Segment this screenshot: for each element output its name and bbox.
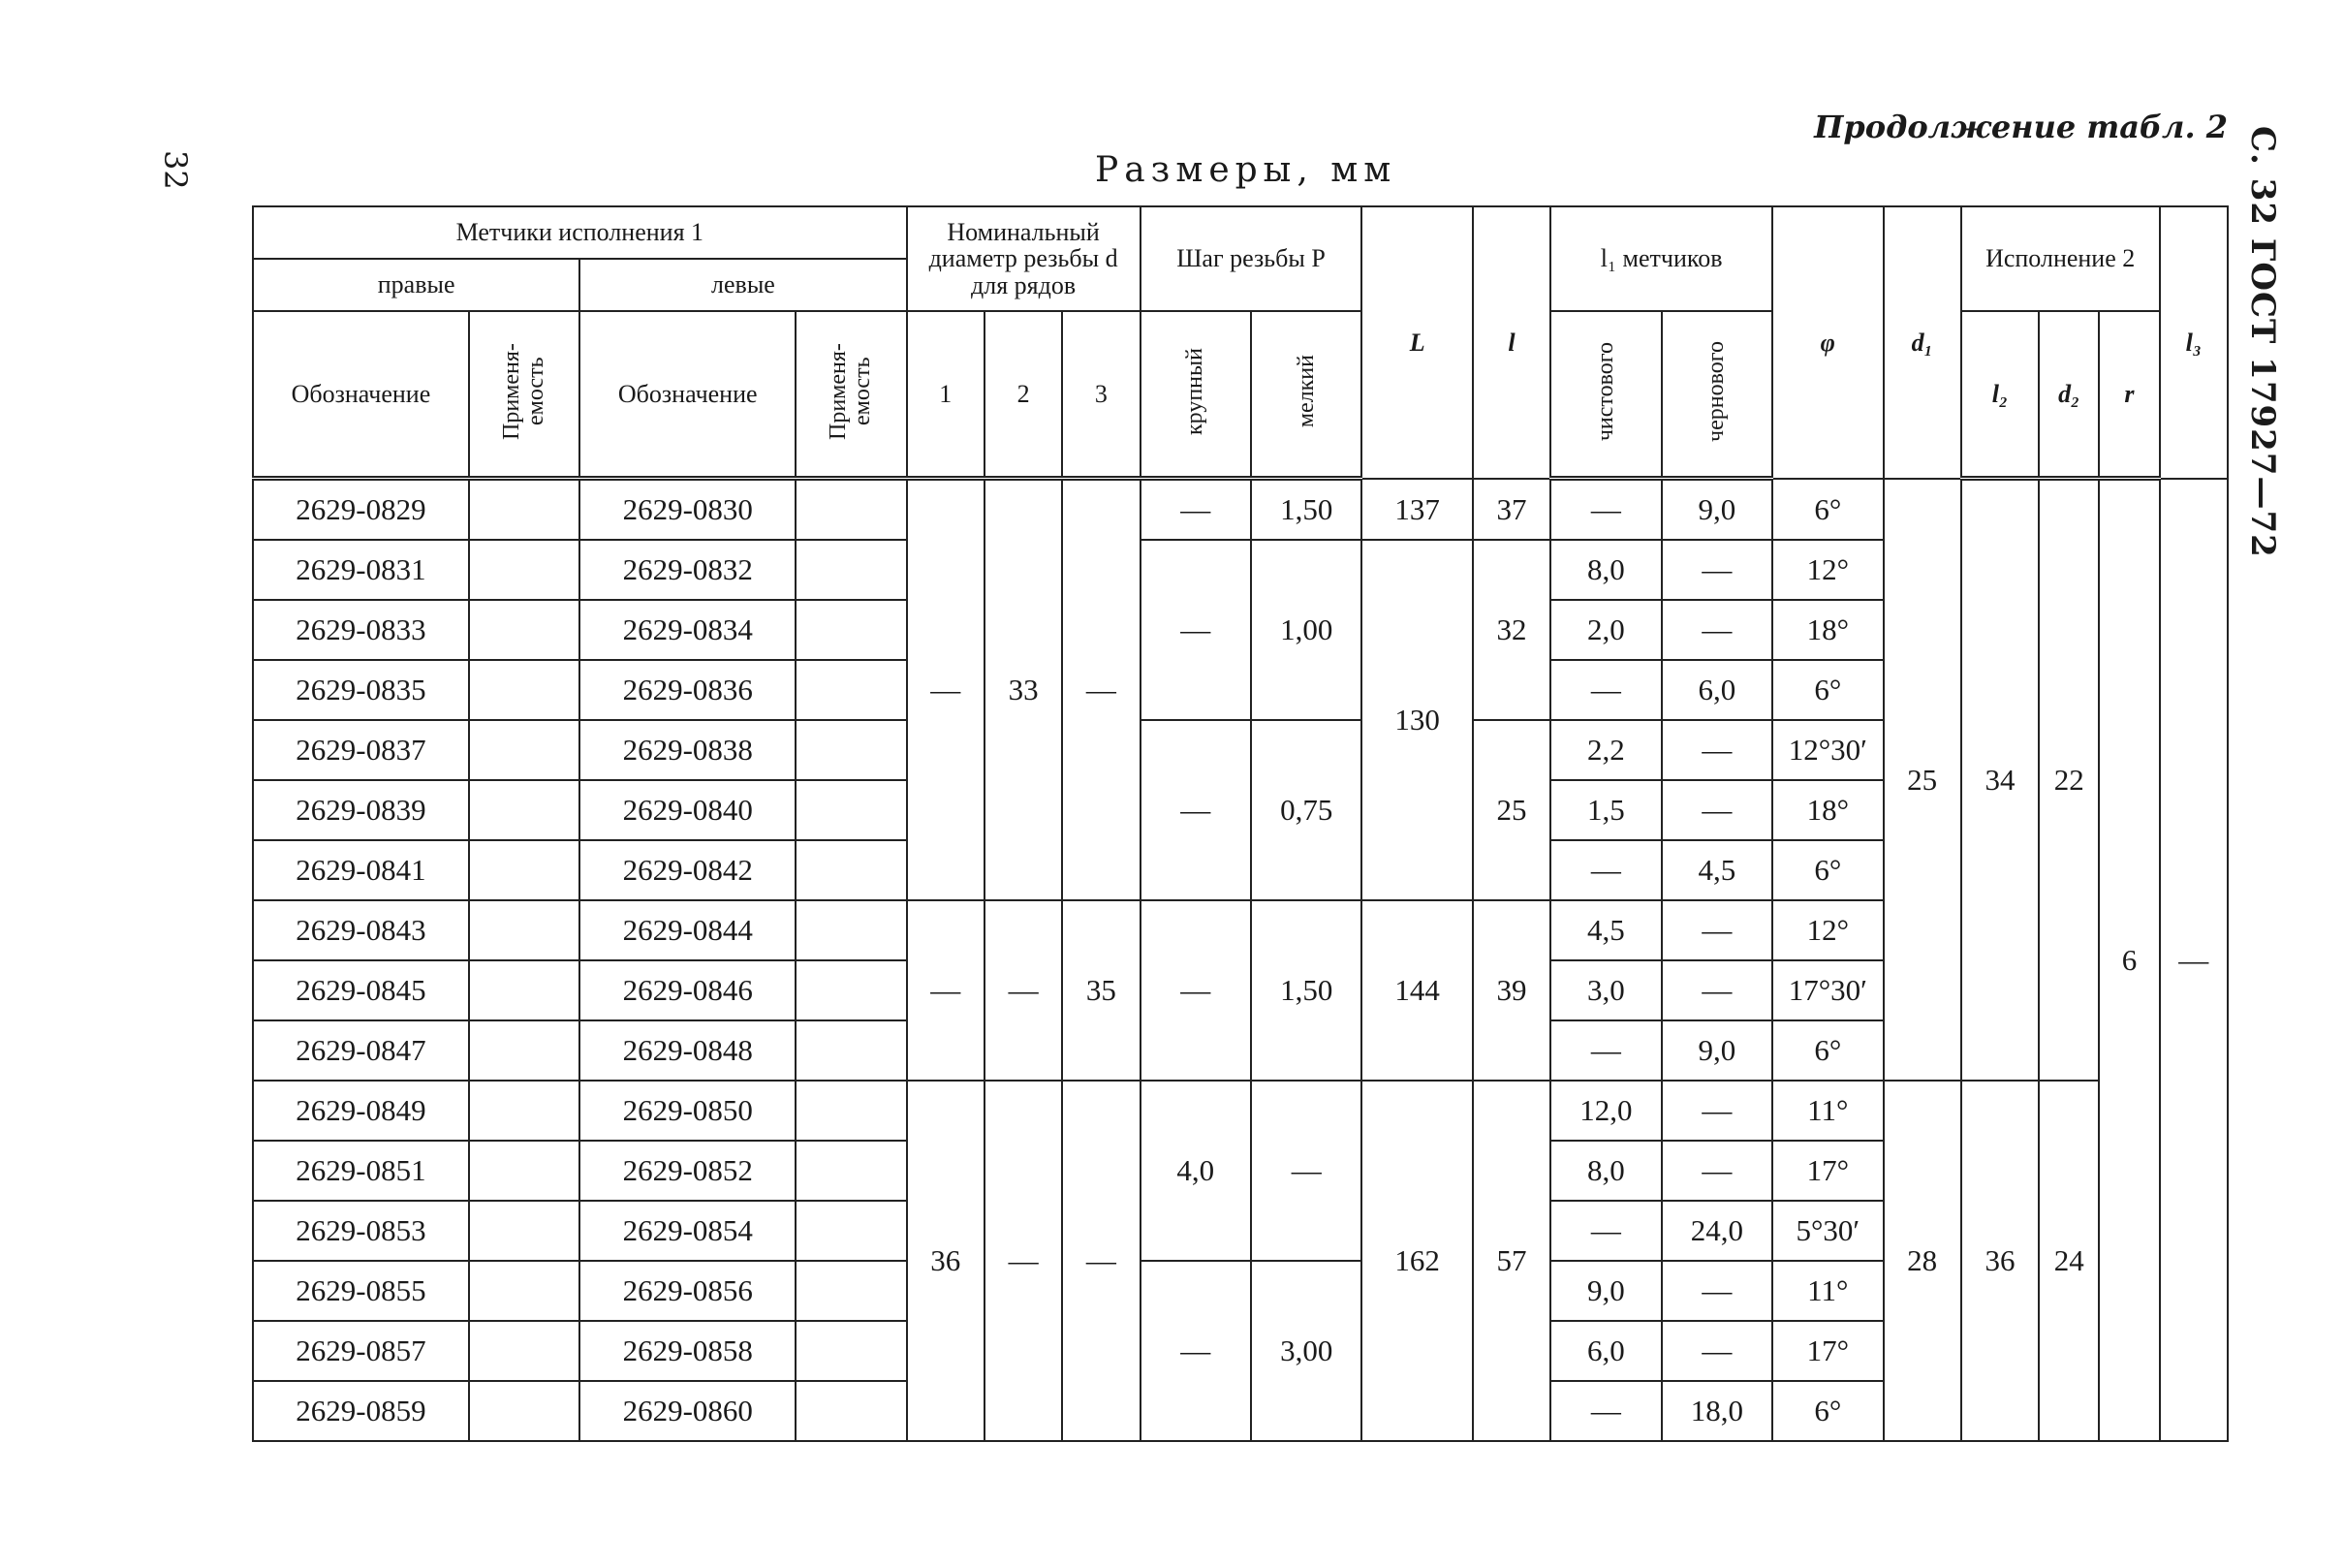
designation-left: 2629-0846 <box>579 960 796 1020</box>
diam-row1-cell: — <box>907 479 984 901</box>
diam-row3-cell: — <box>1062 1081 1140 1441</box>
phi-cell: 17°30′ <box>1772 960 1883 1020</box>
designation-right: 2629-0839 <box>253 780 469 840</box>
phi-cell: 6° <box>1772 1020 1883 1081</box>
l1-finishing-cell: — <box>1550 840 1661 900</box>
l1-roughing-cell: — <box>1662 1261 1772 1321</box>
designation-right: 2629-0849 <box>253 1081 469 1141</box>
l1-finishing-cell: 2,2 <box>1550 720 1661 780</box>
l1-roughing-cell: — <box>1662 1321 1772 1381</box>
l1-finishing-cell: 1,5 <box>1550 780 1661 840</box>
l1-roughing-cell: 24,0 <box>1662 1201 1772 1261</box>
designation-left: 2629-0840 <box>579 780 796 840</box>
l1-finishing-cell: — <box>1550 660 1661 720</box>
applicability-cell <box>469 960 579 1020</box>
l1-roughing-cell: — <box>1662 1141 1772 1201</box>
pitch-fine-cell: 1,50 <box>1251 479 1361 541</box>
l1-roughing-cell: — <box>1662 960 1772 1020</box>
phi-cell: 6° <box>1772 479 1883 541</box>
l1-finishing-cell: 8,0 <box>1550 1141 1661 1201</box>
fine-label: мелкий <box>1293 355 1319 428</box>
diam-row3-cell: 35 <box>1062 900 1140 1081</box>
coarse-label: крупный <box>1182 348 1208 435</box>
applicability-cell <box>796 1381 906 1441</box>
L-cell: 130 <box>1361 540 1472 900</box>
designation-right: 2629-0851 <box>253 1141 469 1201</box>
phi-cell: 12° <box>1772 540 1883 600</box>
header-left: левые <box>579 259 906 311</box>
applicability-cell <box>469 1020 579 1081</box>
dimensions-title: Размеры, мм <box>1095 150 1397 190</box>
header-d1: d₁ <box>1884 206 1961 479</box>
designation-left: 2629-0842 <box>579 840 796 900</box>
applicability-cell <box>796 720 906 780</box>
l1-finishing-cell: 12,0 <box>1550 1081 1661 1141</box>
designation-left: 2629-0858 <box>579 1321 796 1381</box>
pitch-coarse-cell: — <box>1141 479 1251 541</box>
applicability-cell <box>796 900 906 960</box>
taps-table-wrapper <box>252 205 2229 1442</box>
page-number: 32 <box>157 150 194 190</box>
header-applicability-right <box>469 311 579 479</box>
designation-right: 2629-0843 <box>253 900 469 960</box>
l-cell: 57 <box>1473 1081 1550 1441</box>
roughing-label: чернового <box>1703 341 1730 442</box>
L-cell: 162 <box>1361 1081 1472 1441</box>
table-continuation-label: Продолжение табл. 2 <box>1814 109 2228 145</box>
l2-cell: 34 <box>1961 479 2039 1082</box>
phi-cell: 6° <box>1772 1381 1883 1441</box>
applicability-cell <box>796 1261 906 1321</box>
designation-right: 2629-0835 <box>253 660 469 720</box>
header-roughing <box>1662 311 1772 479</box>
l1-finishing-cell: — <box>1550 479 1661 541</box>
designation-left: 2629-0854 <box>579 1201 796 1261</box>
header-designation-left: Обозначение <box>579 311 796 479</box>
header-d2: d₂ <box>2039 311 2099 479</box>
l1-roughing-cell: 6,0 <box>1662 660 1772 720</box>
d2-cell: 24 <box>2039 1081 2099 1441</box>
designation-left: 2629-0850 <box>579 1081 796 1141</box>
l1-finishing-cell: 6,0 <box>1550 1321 1661 1381</box>
l-cell: 25 <box>1473 720 1550 900</box>
designation-left: 2629-0832 <box>579 540 796 600</box>
phi-cell: 12° <box>1772 900 1883 960</box>
applicability-cell <box>469 1261 579 1321</box>
phi-cell: 17° <box>1772 1141 1883 1201</box>
designation-right: 2629-0853 <box>253 1201 469 1261</box>
designation-right: 2629-0845 <box>253 960 469 1020</box>
taps-table <box>252 205 2229 1442</box>
applicability-cell <box>469 600 579 660</box>
l1-finishing-cell: — <box>1550 1381 1661 1441</box>
header-l2: l₂ <box>1961 311 2039 479</box>
applicability-cell <box>469 900 579 960</box>
l-cell: 37 <box>1473 479 1550 541</box>
applicability-cell <box>469 540 579 600</box>
diam-row1-cell: — <box>907 900 984 1081</box>
applicability-label: Применя-емость <box>826 343 876 440</box>
applicability-cell <box>469 1081 579 1141</box>
diam-row2-cell: 33 <box>984 479 1062 901</box>
phi-cell: 18° <box>1772 780 1883 840</box>
pitch-coarse-cell: — <box>1141 900 1251 1081</box>
designation-right: 2629-0829 <box>253 479 469 541</box>
header-pitch: Шаг резьбы P <box>1141 206 1362 311</box>
pitch-fine-cell: 0,75 <box>1251 720 1361 900</box>
l1-roughing-cell: — <box>1662 1081 1772 1141</box>
d1-cell: 28 <box>1884 1081 1961 1441</box>
header-row-2: 2 <box>984 311 1062 479</box>
d2-cell: 22 <box>2039 479 2099 1082</box>
phi-cell: 6° <box>1772 840 1883 900</box>
l2-cell: 36 <box>1961 1081 2039 1441</box>
l-cell: 39 <box>1473 900 1550 1081</box>
pitch-coarse-cell: 4,0 <box>1141 1081 1251 1261</box>
designation-right: 2629-0859 <box>253 1381 469 1441</box>
designation-right: 2629-0847 <box>253 1020 469 1081</box>
designation-left: 2629-0852 <box>579 1141 796 1201</box>
applicability-cell <box>796 1081 906 1141</box>
header-nominal-diameter: Номинальный диаметр резьбы d для рядов <box>907 206 1141 311</box>
l1-finishing-cell: 8,0 <box>1550 540 1661 600</box>
applicability-cell <box>796 1020 906 1081</box>
l1-finishing-cell: 3,0 <box>1550 960 1661 1020</box>
designation-right: 2629-0837 <box>253 720 469 780</box>
diam-row3-cell: — <box>1062 479 1140 901</box>
l1-finishing-cell: 9,0 <box>1550 1261 1661 1321</box>
header-taps-exec1: Метчики исполнения 1 <box>253 206 907 259</box>
applicability-cell <box>796 479 906 541</box>
header-finishing <box>1550 311 1661 479</box>
l1-roughing-cell: — <box>1662 720 1772 780</box>
header-right: правые <box>253 259 579 311</box>
l1-roughing-cell: 18,0 <box>1662 1381 1772 1441</box>
designation-left: 2629-0838 <box>579 720 796 780</box>
applicability-cell <box>796 1321 906 1381</box>
pitch-fine-cell: 1,50 <box>1251 900 1361 1081</box>
applicability-cell <box>796 540 906 600</box>
applicability-cell <box>796 780 906 840</box>
header-l1-taps: l₁ метчиков <box>1550 206 1772 311</box>
applicability-label: Применя-емость <box>498 343 549 440</box>
l1-finishing-cell: 2,0 <box>1550 600 1661 660</box>
designation-left: 2629-0844 <box>579 900 796 960</box>
applicability-cell <box>796 600 906 660</box>
d1-cell: 25 <box>1884 479 1961 1082</box>
phi-cell: 12°30′ <box>1772 720 1883 780</box>
applicability-cell <box>469 479 579 541</box>
l1-roughing-cell: — <box>1662 540 1772 600</box>
pitch-coarse-cell: — <box>1141 720 1251 900</box>
header-r: r <box>2099 311 2159 479</box>
standard-code: С. 32 ГОСТ 17927—72 <box>2243 126 2282 558</box>
header-coarse <box>1141 311 1251 479</box>
table-row <box>253 479 2228 541</box>
phi-cell: 5°30′ <box>1772 1201 1883 1261</box>
L-cell: 144 <box>1361 900 1472 1081</box>
applicability-cell <box>469 660 579 720</box>
diam-row1-cell: 36 <box>907 1081 984 1441</box>
applicability-cell <box>796 840 906 900</box>
l1-roughing-cell: — <box>1662 780 1772 840</box>
header-l3: l₃ <box>2160 206 2228 479</box>
l1-roughing-cell: 9,0 <box>1662 1020 1772 1081</box>
pitch-fine-cell: — <box>1251 1081 1361 1261</box>
applicability-cell <box>469 1381 579 1441</box>
applicability-cell <box>469 1141 579 1201</box>
l-cell: 32 <box>1473 540 1550 720</box>
diam-row2-cell: — <box>984 1081 1062 1441</box>
applicability-cell <box>469 1321 579 1381</box>
finishing-label: чистового <box>1592 341 1618 442</box>
pitch-coarse-cell: — <box>1141 1261 1251 1441</box>
designation-left: 2629-0860 <box>579 1381 796 1441</box>
header-fine <box>1251 311 1361 479</box>
table-row <box>253 1081 2228 1141</box>
applicability-cell <box>796 960 906 1020</box>
designation-right: 2629-0855 <box>253 1261 469 1321</box>
designation-left: 2629-0834 <box>579 600 796 660</box>
phi-cell: 18° <box>1772 600 1883 660</box>
pitch-fine-cell: 1,00 <box>1251 540 1361 720</box>
designation-right: 2629-0841 <box>253 840 469 900</box>
designation-right: 2629-0857 <box>253 1321 469 1381</box>
designation-left: 2629-0856 <box>579 1261 796 1321</box>
l1-roughing-cell: — <box>1662 600 1772 660</box>
phi-cell: 11° <box>1772 1261 1883 1321</box>
l1-finishing-cell: 4,5 <box>1550 900 1661 960</box>
applicability-cell <box>469 720 579 780</box>
designation-right: 2629-0831 <box>253 540 469 600</box>
phi-cell: 17° <box>1772 1321 1883 1381</box>
applicability-cell <box>796 1141 906 1201</box>
phi-cell: 6° <box>1772 660 1883 720</box>
r-cell: 6 <box>2099 479 2159 1442</box>
l1-roughing-cell: 4,5 <box>1662 840 1772 900</box>
diam-row2-cell: — <box>984 900 1062 1081</box>
header-phi: φ <box>1772 206 1883 479</box>
pitch-fine-cell: 3,00 <box>1251 1261 1361 1441</box>
designation-left: 2629-0848 <box>579 1020 796 1081</box>
l1-finishing-cell: — <box>1550 1201 1661 1261</box>
L-cell: 137 <box>1361 479 1472 541</box>
l1-roughing-cell: 9,0 <box>1662 479 1772 541</box>
header-applicability-left <box>796 311 906 479</box>
applicability-cell <box>469 840 579 900</box>
pitch-coarse-cell: — <box>1141 540 1251 720</box>
applicability-cell <box>469 780 579 840</box>
header-L: L <box>1361 206 1472 479</box>
header-row-3: 3 <box>1062 311 1140 479</box>
header-row-1: 1 <box>907 311 984 479</box>
applicability-cell <box>469 1201 579 1261</box>
header-l: l <box>1473 206 1550 479</box>
header-designation-right: Обозначение <box>253 311 469 479</box>
l3-cell: — <box>2160 479 2228 1442</box>
designation-left: 2629-0836 <box>579 660 796 720</box>
designation-right: 2629-0833 <box>253 600 469 660</box>
designation-left: 2629-0830 <box>579 479 796 541</box>
applicability-cell <box>796 1201 906 1261</box>
phi-cell: 11° <box>1772 1081 1883 1141</box>
l1-roughing-cell: — <box>1662 900 1772 960</box>
applicability-cell <box>796 660 906 720</box>
l1-finishing-cell: — <box>1550 1020 1661 1081</box>
header-exec2: Исполнение 2 <box>1961 206 2160 311</box>
